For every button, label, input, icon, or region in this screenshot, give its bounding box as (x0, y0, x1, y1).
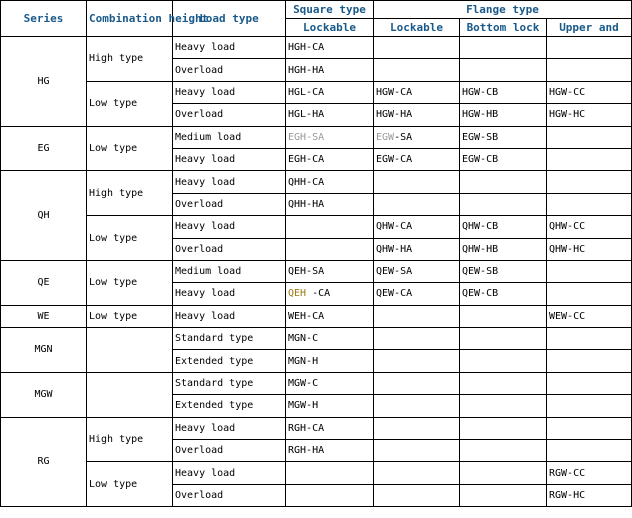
flange-upper-cell (547, 59, 632, 81)
load-type-cell: Standard type (173, 372, 286, 394)
flange-lockable-cell: HGW-HA (374, 104, 460, 126)
flange-lockable-cell (374, 328, 460, 350)
flange-lockable-cell: QEW-SA (374, 260, 460, 282)
header-combination-height: Combination height (87, 1, 173, 37)
flange-upper-cell (547, 193, 632, 215)
flange-upper-cell: HGW-HC (547, 104, 632, 126)
square-lockable-cell: MGN-C (286, 328, 374, 350)
flange-lockable-cell: QHW-HA (374, 238, 460, 260)
flange-upper-cell: QHW-CC (547, 216, 632, 238)
square-lockable-cell: MGW-C (286, 372, 374, 394)
square-lockable-cell: QHH-HA (286, 193, 374, 215)
flange-bottom-lock-cell (460, 59, 547, 81)
flange-upper-cell: RGW-CC (547, 462, 632, 484)
load-type-cell: Heavy load (173, 148, 286, 170)
flange-lockable-cell (374, 59, 460, 81)
flange-upper-cell (547, 372, 632, 394)
height-cell: Low type (87, 260, 173, 305)
flange-upper-cell: RGW-HC (547, 484, 632, 506)
flange-lockable-cell: QEW-CA (374, 283, 460, 305)
table-row (1, 417, 632, 439)
flange-lockable-cell (374, 462, 460, 484)
flange-upper-cell (547, 417, 632, 439)
square-lockable-cell: HGH-CA (286, 37, 374, 59)
flange-upper-cell (547, 395, 632, 417)
height-cell: Low type (87, 305, 173, 327)
header-row-top (1, 1, 632, 19)
flange-bottom-lock-cell (460, 328, 547, 350)
square-lockable-cell (286, 126, 374, 148)
load-type-cell: Standard type (173, 328, 286, 350)
square-lockable-cell (286, 216, 374, 238)
flange-upper-cell: WEW-CC (547, 305, 632, 327)
square-lockable-cell: HGL-HA (286, 104, 374, 126)
table-row (1, 171, 632, 193)
flange-bottom-lock-cell: QHW-HB (460, 238, 547, 260)
flange-bottom-lock-cell: QEW-CB (460, 283, 547, 305)
square-lockable-cell (286, 484, 374, 506)
flange-lockable-cell (374, 37, 460, 59)
load-type-cell: Heavy load (173, 37, 286, 59)
square-lockable-cell: QEH-SA (286, 260, 374, 282)
flange-bottom-lock-cell (460, 417, 547, 439)
load-type-cell: Overload (173, 104, 286, 126)
flange-upper-cell (547, 260, 632, 282)
flange-bottom-lock-cell: EGW-CB (460, 148, 547, 170)
load-type-cell: Extended type (173, 395, 286, 417)
table-row (1, 462, 632, 484)
height-cell: High type (87, 417, 173, 462)
flange-bottom-lock-cell (460, 171, 547, 193)
flange-lockable-cell (374, 372, 460, 394)
table-row (1, 216, 632, 238)
load-type-cell: Medium load (173, 126, 286, 148)
square-lockable-cell: HGL-CA (286, 81, 374, 103)
series-cell: QH (1, 171, 87, 261)
square-lockable-cell (286, 462, 374, 484)
header-flange-lockable: Lockable (374, 19, 460, 37)
height-cell: Low type (87, 462, 173, 507)
table-row (1, 328, 632, 350)
flange-upper-cell (547, 328, 632, 350)
flange-bottom-lock-cell (460, 305, 547, 327)
flange-lockable-cell (374, 395, 460, 417)
height-cell: Low type (87, 126, 173, 171)
flange-bottom-lock-cell (460, 193, 547, 215)
flange-lockable-cell (374, 440, 460, 462)
muted-text: EGW (376, 131, 395, 143)
table-row (1, 260, 632, 282)
flange-bottom-lock-cell (460, 484, 547, 506)
square-lockable-cell: RGH-HA (286, 440, 374, 462)
load-type-cell: Medium load (173, 260, 286, 282)
series-cell: RG (1, 417, 87, 507)
muted-text: -SA (306, 131, 325, 143)
series-cell: QE (1, 260, 87, 305)
table-row (1, 372, 632, 394)
flange-upper-cell (547, 171, 632, 193)
load-type-cell: Overload (173, 193, 286, 215)
load-type-cell: Overload (173, 238, 286, 260)
flange-lockable-cell: QHW-CA (374, 216, 460, 238)
height-cell (87, 372, 173, 417)
flange-lockable-cell: EGW-CA (374, 148, 460, 170)
flange-lockable-cell (374, 193, 460, 215)
flange-bottom-lock-cell: QHW-CB (460, 216, 547, 238)
flange-bottom-lock-cell: HGW-CB (460, 81, 547, 103)
flange-bottom-lock-cell (460, 372, 547, 394)
table-row (1, 305, 632, 327)
flange-upper-cell (547, 126, 632, 148)
flange-lockable-cell (374, 126, 460, 148)
flange-upper-cell (547, 37, 632, 59)
flange-upper-cell (547, 283, 632, 305)
height-cell: High type (87, 171, 173, 216)
load-type-cell: Overload (173, 440, 286, 462)
load-type-cell: Heavy load (173, 462, 286, 484)
height-cell: Low type (87, 216, 173, 261)
table-row (1, 37, 632, 59)
load-type-cell: Heavy load (173, 417, 286, 439)
flange-lockable-cell (374, 171, 460, 193)
header-flange-type: Flange type (374, 1, 632, 19)
flange-bottom-lock-cell (460, 37, 547, 59)
header-square-lockable: Lockable (286, 19, 374, 37)
series-cell: MGN (1, 328, 87, 373)
load-type-cell: Heavy load (173, 305, 286, 327)
table-row (1, 126, 632, 148)
series-cell: EG (1, 126, 87, 171)
flange-upper-cell: QHW-HC (547, 238, 632, 260)
load-type-cell: Overload (173, 59, 286, 81)
series-cell: WE (1, 305, 87, 327)
load-type-cell: Heavy load (173, 81, 286, 103)
code-suffix: -SA (394, 131, 413, 143)
load-type-cell: Overload (173, 484, 286, 506)
muted-text: EGH (288, 131, 307, 143)
square-lockable-cell: HGH-HA (286, 59, 374, 81)
square-lockable-cell (286, 283, 374, 305)
flange-lockable-cell: HGW-CA (374, 81, 460, 103)
load-type-cell: Heavy load (173, 171, 286, 193)
flange-lockable-cell (374, 484, 460, 506)
series-cell: MGW (1, 372, 87, 417)
square-lockable-cell: MGW-H (286, 395, 374, 417)
load-type-cell: Extended type (173, 350, 286, 372)
series-cell: HG (1, 37, 87, 127)
flange-upper-cell (547, 440, 632, 462)
highlighted-text: QEH (288, 288, 307, 300)
square-lockable-cell (286, 238, 374, 260)
flange-bottom-lock-cell (460, 350, 547, 372)
flange-bottom-lock-cell (460, 462, 547, 484)
load-type-cell: Heavy load (173, 216, 286, 238)
flange-bottom-lock-cell (460, 440, 547, 462)
load-type-cell: Heavy load (173, 283, 286, 305)
header-series: Series (1, 1, 87, 37)
square-lockable-cell: RGH-CA (286, 417, 374, 439)
flange-lockable-cell (374, 350, 460, 372)
height-cell: High type (87, 37, 173, 82)
flange-lockable-cell (374, 417, 460, 439)
flange-upper-cell (547, 350, 632, 372)
header-flange-upper-and: Upper and (547, 19, 632, 37)
flange-bottom-lock-cell (460, 395, 547, 417)
table-row (1, 81, 632, 103)
code-suffix: -CA (306, 288, 331, 300)
flange-bottom-lock-cell: HGW-HB (460, 104, 547, 126)
header-load-type: Load type (173, 1, 286, 37)
square-lockable-cell: QHH-CA (286, 171, 374, 193)
square-lockable-cell: MGN-H (286, 350, 374, 372)
flange-bottom-lock-cell: QEW-SB (460, 260, 547, 282)
flange-upper-cell (547, 148, 632, 170)
flange-lockable-cell (374, 305, 460, 327)
square-lockable-cell: WEH-CA (286, 305, 374, 327)
height-cell (87, 328, 173, 373)
flange-bottom-lock-cell: EGW-SB (460, 126, 547, 148)
height-cell: Low type (87, 81, 173, 126)
flange-upper-cell: HGW-CC (547, 81, 632, 103)
square-lockable-cell: EGH-CA (286, 148, 374, 170)
header-square-type: Square type (286, 1, 374, 19)
header-flange-bottom-lock: Bottom lock (460, 19, 547, 37)
